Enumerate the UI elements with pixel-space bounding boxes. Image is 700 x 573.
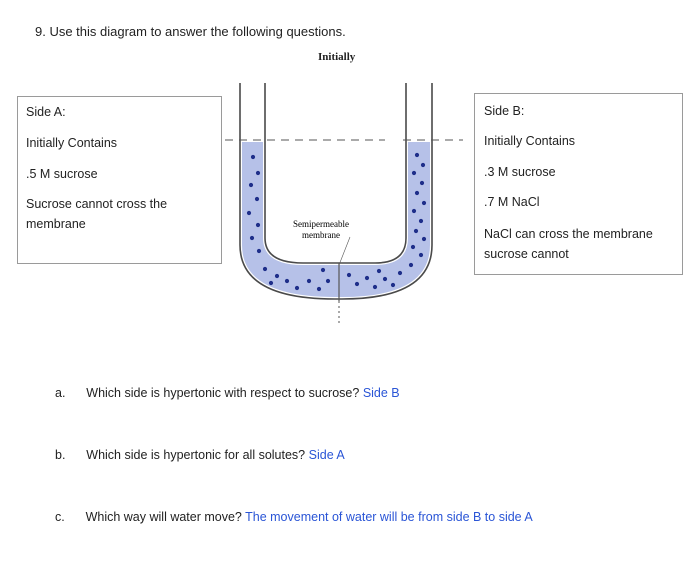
question-a	[55, 386, 400, 400]
side-a-line1: Initially Contains	[26, 136, 118, 150]
particle-dot	[412, 209, 416, 213]
particle-dot	[257, 249, 261, 253]
side-a-line3: Sucrose cannot cross the	[26, 197, 168, 211]
question-b	[55, 448, 345, 462]
side-b-line5: sucrose cannot	[484, 247, 569, 261]
question-c-text: Which way will water move?	[85, 510, 242, 524]
membrane-label-line1: Semipermeable	[293, 219, 349, 229]
particle-dot	[355, 282, 359, 286]
particle-dot	[263, 267, 267, 271]
side-a-line2: .5 M sucrose	[26, 167, 98, 181]
particle-dot	[409, 263, 413, 267]
particle-dot	[269, 281, 273, 285]
particle-dot	[256, 171, 260, 175]
particle-dot	[326, 279, 330, 283]
particle-dot	[256, 223, 260, 227]
side-b-box	[474, 93, 683, 275]
particle-dot	[422, 237, 426, 241]
particle-dot	[347, 273, 351, 277]
particle-dot	[373, 285, 377, 289]
particle-dot	[251, 155, 255, 159]
side-a-title: Side A:	[26, 105, 66, 119]
side-b-line2: .3 M sucrose	[484, 165, 556, 179]
u-tube-diagram	[225, 75, 475, 325]
side-b-line4: NaCl can cross the membrane	[484, 227, 653, 241]
question-b-answer: Side A	[308, 448, 345, 462]
particle-dot	[383, 277, 387, 281]
particle-dot	[377, 269, 381, 273]
particle-dot	[420, 181, 424, 185]
diagram-heading: Initially	[318, 51, 356, 63]
particle-dot	[412, 171, 416, 175]
particle-dot	[411, 245, 415, 249]
particle-dot	[414, 229, 418, 233]
particle-dot	[419, 253, 423, 257]
particle-dot	[295, 286, 299, 290]
side-b-title: Side B:	[484, 104, 525, 118]
side-b-line3: .7 M NaCl	[484, 195, 540, 209]
particle-dot	[285, 279, 289, 283]
particle-dot	[422, 201, 426, 205]
particle-dot	[391, 283, 395, 287]
particle-dot	[321, 268, 325, 272]
particle-dot	[421, 163, 425, 167]
particle-dot	[398, 271, 402, 275]
particle-dot	[250, 236, 254, 240]
question-a-text: Which side is hypertonic with respect to sucrose?	[86, 386, 360, 400]
membrane-label-line2: membrane	[302, 230, 340, 240]
particle-dot	[317, 287, 321, 291]
particle-dot	[275, 274, 279, 278]
side-a-box	[17, 96, 222, 264]
particle-dot	[365, 276, 369, 280]
particle-dot	[307, 279, 311, 283]
side-a-line4: membrane	[26, 217, 86, 231]
particle-dot	[415, 153, 419, 157]
question-c	[55, 510, 533, 524]
question-a-answer: Side B	[362, 386, 400, 400]
particle-dot	[247, 211, 251, 215]
particle-dot	[419, 219, 423, 223]
question-title: 9. Use this diagram to answer the following questions.	[35, 24, 346, 39]
question-c-answer: The movement of water will be from side B to side A	[245, 510, 533, 524]
question-c-letter: c.	[55, 510, 65, 524]
particle-dot	[249, 183, 253, 187]
particle-dot	[415, 191, 419, 195]
question-a-letter: a.	[55, 386, 66, 400]
question-b-text: Which side is hypertonic for all solutes?	[86, 448, 306, 462]
membrane-label-pointer	[339, 237, 350, 265]
side-b-line1: Initially Contains	[484, 134, 576, 148]
particle-dot	[255, 197, 259, 201]
question-b-letter: b.	[55, 448, 66, 462]
